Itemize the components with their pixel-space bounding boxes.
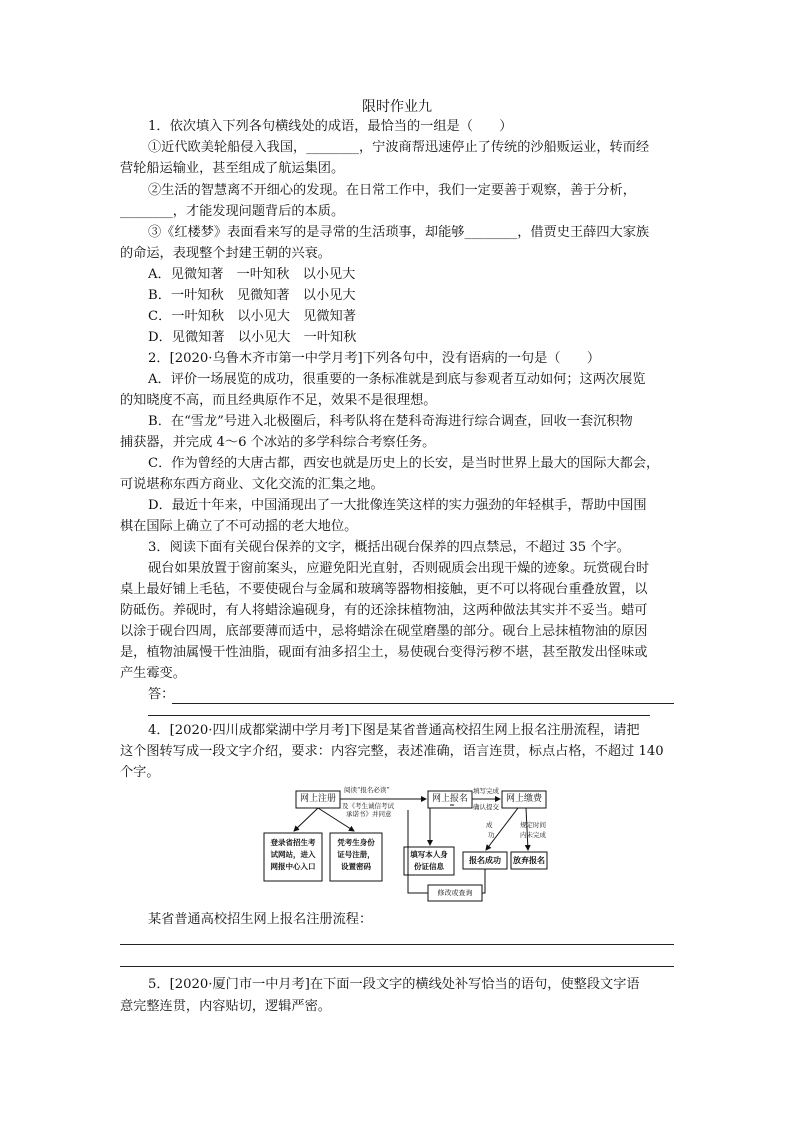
q4-answer-line-1[interactable] bbox=[120, 944, 674, 945]
flow-login-line-1: 登录省招生考 bbox=[270, 838, 316, 847]
flow-submit-label-2: 确认提交 bbox=[473, 803, 499, 811]
q2-option-c-cont: 可说堪称东西方商业、文化交流的汇集之地。 bbox=[120, 477, 384, 492]
q3-passage-3: 防砥伤。养砚时，有人将蜡涂遍砚身，有的还涂抹植物油，这两种做法其实并不妥当。蜡可 bbox=[120, 603, 648, 618]
flow-id-line-3: 设置密码 bbox=[341, 862, 371, 871]
q1-option-d: D．见微知著 以小见大 一叶知秋 bbox=[148, 330, 357, 345]
q1-sentence-2-cont: ________，才能发现问题背后的本质。 bbox=[120, 204, 345, 219]
q3-passage-1: 砚台如果放置于窗前案头，应避免阳光直射，否则砚质会出现干燥的迹象。玩赏砚台时 bbox=[148, 561, 650, 576]
q1-sentence-3: ③《红楼梦》表面看来写的是寻常的生活琐事，却能够________，借贾史王薛四大家族 bbox=[148, 225, 650, 240]
q1-stem: 1．依次填入下列各句横线处的成语，最恰当的一组是（ ） bbox=[148, 119, 513, 134]
flow-register-label: 网上注册 bbox=[299, 794, 336, 804]
q4-stem-end: 个字。 bbox=[120, 765, 160, 780]
flow-read-label-2: 及《考生诚信考试 bbox=[342, 802, 394, 810]
q1-sentence-2: ②生活的智慧离不开细心的发现。在日常工作中，我们一定要善于观察，善于分析， bbox=[148, 183, 636, 198]
q4-answer-line-2[interactable] bbox=[120, 966, 674, 967]
flow-success-label: 报名成功 bbox=[469, 855, 501, 865]
flow-success-arrow-label-1: 成 bbox=[486, 821, 493, 829]
q3-passage-6: 产生霉变。 bbox=[120, 666, 186, 681]
flow-id-box bbox=[330, 837, 382, 873]
q5-stem: 5．[2020·厦门市一中月考]在下面一段文字的横线处补写恰当的语句，使整段文字语 bbox=[148, 977, 640, 992]
flow-pay-label: 网上缴费 bbox=[505, 794, 542, 804]
q1-sentence-1-cont: 营轮船运输业，甚至组成了航运集团。 bbox=[120, 161, 345, 176]
page-title: 限时作业九 bbox=[362, 99, 432, 115]
q4-answer-prompt: 某省普通高校招生网上报名注册流程： bbox=[148, 912, 373, 927]
q3-passage-2: 桌上最好铺上毛毡，不要使砚台与金属和玻璃等器物相接触，更不可以将砚台重叠放置，以 bbox=[120, 582, 648, 597]
q2-option-a-cont: 的知晓度不高，而且经典原作不足，效果不是很理想。 bbox=[120, 393, 437, 408]
q2-option-d: D．最近十年来，中国涌现出了一大批像连笑这样的实力强劲的年轻棋手，帮助中国围 bbox=[148, 498, 647, 513]
q3-stem: 3．阅读下面有关砚台保养的文字，概括出砚台保养的四点禁忌，不超过 35 个字。 bbox=[148, 540, 630, 555]
q4-stem: 4．[2020·四川成都棠湖中学月考]下图是某省普通高校招生网上报名注册流程，请把 bbox=[148, 723, 640, 738]
flow-timeout-label-1: 规定时间 bbox=[520, 821, 546, 829]
q1-option-b: B．一叶知秋 见微知著 以小见大 bbox=[148, 288, 356, 303]
q1-sentence-1: ①近代欧美轮船侵入我国，________，宁波商帮迅速停止了传统的沙船贩运业，转而经 bbox=[148, 140, 650, 155]
flow-read-label-3: 承诺书》并同意 bbox=[346, 810, 392, 818]
q1-option-c: C．一叶知秋 以小见大 见微知著 bbox=[148, 309, 356, 324]
flow-login-line-3: 网报中心入口 bbox=[270, 862, 316, 871]
q1-option-a: A．见微知著 一叶知秋 以小见大 bbox=[148, 267, 356, 282]
q2-option-a: A．评价一场展览的成功，很重要的一条标准就是到底与参观者互动如何；这两次展览 bbox=[148, 372, 646, 387]
flow-fill-box bbox=[404, 849, 454, 873]
q1-sentence-3-cont: 的命运，表现整个封建王朝的兴衰。 bbox=[120, 246, 331, 261]
flow-signup-label: 网上报名 bbox=[431, 794, 468, 804]
flow-login-box bbox=[264, 837, 322, 873]
q3-answer-label: 答： bbox=[148, 687, 175, 702]
q2-option-b: B．在“雪龙”号进入北极圈后，科考队将在楚科奇海进行综合调查，回收一套沉积物 bbox=[148, 414, 633, 429]
flow-submit-label-1: 填写完成 bbox=[473, 787, 499, 795]
flow-read-label-1: 阅读“报名必读” bbox=[344, 786, 390, 794]
flow-login-line-2: 试网站，进入 bbox=[270, 850, 316, 859]
q3-passage-4: 以涂于砚台四周，底部要薄而适中，忌将蜡涂在砚堂磨墨的部分。砚台上忌抹植物油的原因 bbox=[120, 624, 648, 639]
flow-timeout-label-2: 内未完成 bbox=[520, 831, 546, 839]
flow-fill-line-1: 填写本人身 bbox=[410, 850, 448, 859]
q5-stem-cont: 意完整连贯，内容贴切，逻辑严密。 bbox=[120, 999, 331, 1014]
q3-passage-5: 是，植物油属慢干性油脂，砚面有油多招尘土，易使砚台变得污秽不堪，甚至散发出怪味或 bbox=[120, 645, 648, 660]
flow-abandon-label: 放弃报名 bbox=[513, 855, 545, 865]
q2-stem: 2．[2020·乌鲁木齐市第一中学月考]下列各句中，没有语病的一句是（ ） bbox=[148, 351, 601, 366]
q3-answer-line-2[interactable] bbox=[148, 715, 650, 716]
registration-flowchart bbox=[258, 785, 548, 903]
q2-option-b-cont: 捕获器，并完成 4～6 个冰站的多学科综合考察任务。 bbox=[120, 435, 436, 450]
flow-modify-label: 修改或查询 bbox=[437, 889, 473, 897]
flow-success-arrow-label-2: 功 bbox=[488, 831, 495, 839]
q2-option-d-cont: 棋在国际上确立了不可动摇的老大地位。 bbox=[120, 519, 358, 534]
q2-option-c: C．作为曾经的大唐古都，西安也就是历史上的长安，是当时世界上最大的国际大都会， bbox=[148, 456, 660, 471]
q4-stem-cont: 这个图转写成一段文字介绍，要求：内容完整，表述准确，语言连贯，标点占格，不超过 140 bbox=[120, 744, 664, 759]
q3-answer-line-1[interactable] bbox=[172, 703, 674, 704]
flow-fill-line-2: 份证信息 bbox=[414, 862, 444, 871]
flow-id-line-1: 凭考生身份 bbox=[337, 838, 375, 847]
flow-id-line-2: 证号注册， bbox=[337, 850, 375, 859]
